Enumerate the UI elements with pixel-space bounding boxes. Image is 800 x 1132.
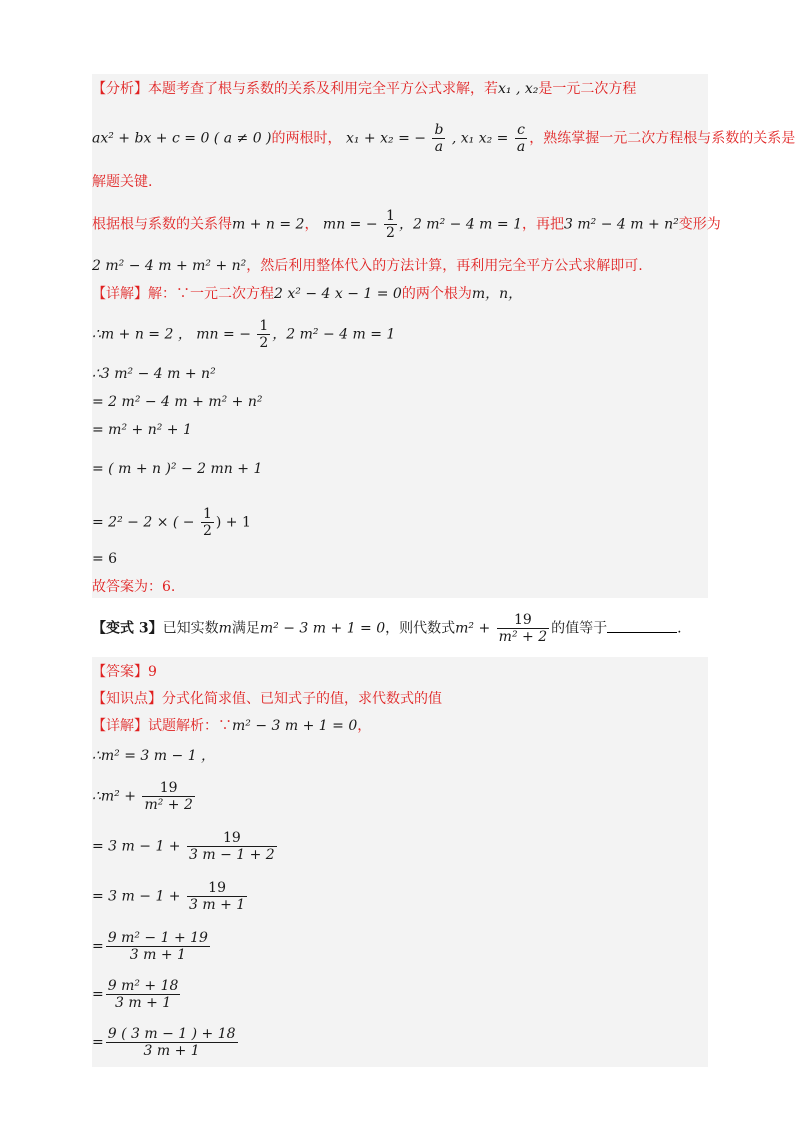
answer-value: 9 [148,664,157,680]
detail-label: 【详解】 [92,718,148,734]
p2-fraction-3 [187,830,277,863]
frac-num: 19 [497,612,549,629]
frac-den: 3 m + 1 [189,897,246,913]
analysis-label: 【分析】 [92,81,148,97]
frac-num: 9 m² − 1 + 19 [107,930,208,946]
frac-den: 2 [386,225,395,241]
frac-num: b [434,122,444,138]
line4-expr: 3 m² − 4 m + n² [564,216,679,233]
detail-line [92,285,522,303]
frac-den: 3 m − 1 + 2 [189,847,275,863]
variant-mid: ，则代数式 [385,620,456,637]
detail-section-2 [92,717,371,735]
knowledge-text: 分式化简求值、已知式子的值，求代数式的值 [162,691,442,707]
p2-fraction-5 [106,930,210,963]
line4-text-b: ，再把 [522,216,564,233]
frac-den: 3 m + 1 [115,995,172,1011]
answer-label: 【答案】 [92,664,148,680]
step6-a: = 2² − 2 × ( − [92,514,195,531]
p2-step7-pre: = [92,1034,104,1051]
variant-fraction [497,612,549,645]
p2-step-6 [92,978,182,1011]
line2-tail: ，熟练掌握一元二次方程根与系数的关系是 [529,130,796,147]
step-4: = m² + n² + 1 [92,422,192,438]
step-2: ∴3 m² − 4 m + n² [92,366,216,382]
fraction-one-half [201,506,214,539]
step1-a: ∴m + n = 2 ， mn = − [92,326,251,343]
root-product: , x₁ x₂ = [451,130,509,147]
detail-end: ， [357,718,372,734]
step-5: = ( m + n )² − 2 mn + 1 [92,461,263,477]
p2-step4-a: = 3 m − 1 + [92,888,181,905]
variant-tail: 的值等于 [551,620,608,637]
analysis-text: 本题考查了根与系数的关系及利用完全平方公式求解，若 [148,81,498,97]
detail-equation: m² − 3 m + 1 = 0 [232,718,358,734]
frac-num: 1 [386,208,395,224]
frac-den: a [516,139,526,155]
p2-fraction-7 [106,1026,238,1059]
line4-eq1: m + n = 2 [232,216,305,233]
fraction-c-over-a [515,122,527,155]
step-3: = 2 m² − 4 m + m² + n² [92,394,263,410]
frac-den: m² + 2 [144,797,193,813]
p2-step-5 [92,930,212,963]
p2-step-1: ∴m² = 3 m − 1 ， [92,748,216,764]
p2-step3-a: = 3 m − 1 + [92,838,181,855]
detail-text: 试题解析：∵ [148,718,232,734]
step-1 [92,318,395,351]
frac-den: 3 m + 1 [143,1043,200,1059]
step6-b: ) + 1 [215,514,251,531]
p2-step-2 [92,780,197,813]
step-7: = 6 [92,551,118,567]
fraction-b-over-a [432,122,445,155]
line4-text-a: 根据根与系数的关系得 [92,216,232,233]
frac-num: 1 [259,318,269,334]
detail-roots: m，n， [471,286,523,302]
p2-step2-a: ∴m² + [92,788,136,805]
frac-num: c [515,122,527,139]
line4-sep: ， [304,216,319,233]
frac-den: m² + 2 [498,629,548,645]
p2-fraction-2 [142,780,194,813]
fraction-one-half [257,318,270,351]
p2-step-4 [92,880,249,913]
frac-num: 9 ( 3 m − 1 ) + 18 [107,1026,236,1042]
analysis-line-5 [92,257,643,275]
variant-text: 已知实数 [162,620,219,637]
answer-line: 故答案为：6. [92,579,176,595]
frac-den: 3 m + 1 [129,947,186,963]
analysis-line-3: 解题关键. [92,174,153,190]
detail-equation: 2 x² − 4 x − 1 = 0 [274,286,402,302]
frac-num: 1 [202,506,212,522]
quadratic-equation: ax² + bx + c = 0 ( a ≠ 0 ) [92,130,272,147]
line4-text-c: 变形为 [678,216,721,233]
detail-text: 解：∵一元二次方程 [148,286,274,302]
analysis-line-2 [92,122,795,155]
knowledge-section [92,690,442,708]
root-sum: x₁ + x₂ = − [345,130,426,147]
line4-eq3: ，2 m² − 4 m = 1 [398,216,522,233]
frac-num: 19 [142,780,194,797]
frac-num: 19 [187,830,277,847]
variant-cond-text: 满足 [231,620,260,637]
frac-den: 2 [259,335,269,351]
fraction-one-half [384,208,397,241]
frac-den: 2 [202,523,212,539]
step1-b: ，2 m² − 4 m = 1 [272,326,396,343]
frac-den: a [434,139,444,155]
analysis-line [92,80,636,98]
analysis-line-4 [92,208,721,241]
p2-fraction-4 [187,880,247,913]
p2-fraction-6 [106,978,181,1011]
analysis-tail: 是一元二次方程 [538,81,637,97]
analysis-vars: x₁ , x₂ [498,81,539,97]
line5-text: ，然后利用整体代入的方法计算，再利用完全平方公式求解即可. [246,258,643,274]
variant-label: 【变式 3】 [92,620,163,637]
variant-condition: m² − 3 m + 1 = 0 [259,620,386,637]
knowledge-label: 【知识点】 [92,691,162,707]
step-6 [92,506,251,539]
line5-expr: 2 m² − 4 m + m² + n² [92,258,247,274]
answer-blank [607,618,677,633]
variant-var: m [218,620,232,637]
answer-section [92,663,157,681]
frac-num: 19 [187,880,247,897]
line4-eq2: mn = − [322,216,378,233]
detail-label: 【详解】 [92,286,148,302]
line2-mid: 的两根时， [271,130,342,147]
variant-question [92,612,682,645]
variant-end: . [677,620,682,637]
p2-step-7 [92,1026,240,1059]
p2-step5-pre: = [92,938,104,955]
variant-expr: m² + [455,620,491,637]
p2-step-3 [92,830,279,863]
detail-tail: 的两个根为 [401,286,472,302]
frac-num: 9 m² + 18 [107,978,179,994]
p2-step6-pre: = [92,986,104,1003]
